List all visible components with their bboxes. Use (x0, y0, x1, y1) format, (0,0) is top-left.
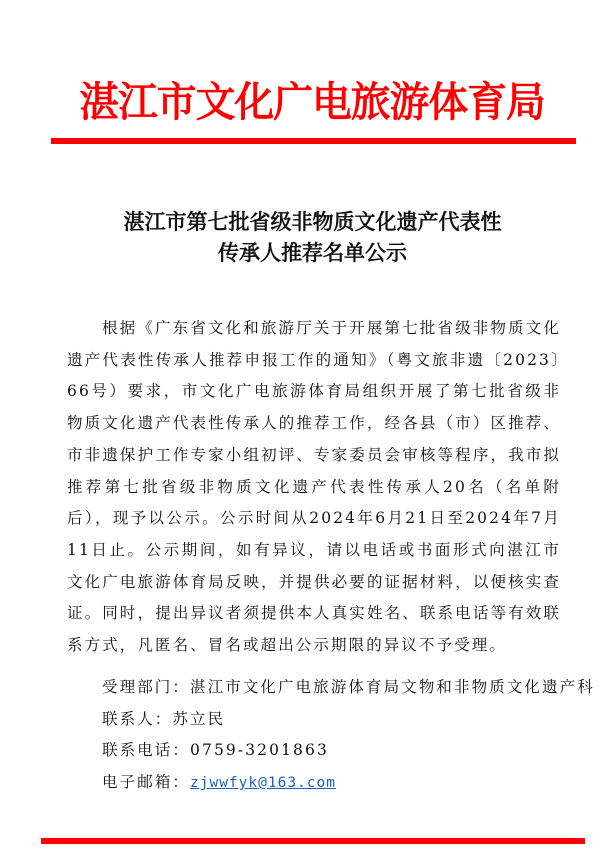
email-link[interactable]: zjwwfyk@163.com (190, 775, 336, 792)
document-title (60, 206, 565, 268)
department-value: 湛江市文化广电旅游体育局文物和非物质文化遗产科 (190, 678, 595, 696)
phone-value: 0759-3201863 (190, 741, 329, 760)
document-title-line-1: 湛江市第七批省级非物质文化遗产代表性 (123, 209, 502, 234)
phone-label: 联系电话： (102, 741, 191, 760)
contact-person-label: 联系人： (102, 709, 173, 728)
notice-body-paragraph: 根据《广东省文化和旅游厅关于开展第七批省级非物质文化遗产代表性传承人推荐申报工作的通知》（粤文旅非遗〔2023〕66号）要求，市文化广电旅游体育局组织开展了第七批省级非物质文化遗产代表性传承人的推荐工作，经各县（市）区推荐、市非遗保护工作专家小组初评、专家委员会审核等程序，我市拟推荐第七批省级非物质文化遗产代表性传承人20名（名单附后），现予以公示。公示时间从2024年6月21日至2024年7月11日止。公示期间，如有异议，请以电话或书面形式向湛江市文化广电旅游体育局反映，并提供必要的证据材料，以便核实查证。同时，提出异议者须提供本人真实姓名、联系电话等有效联系方式，凡匿名、冒名或超出公示期限的异议不予受理。 (67, 319, 561, 655)
department-label: 受理部门： (102, 678, 191, 696)
document-title-line-2: 传承人推荐名单公示 (218, 240, 407, 265)
agency-masthead (66, 76, 558, 128)
agency-name: 湛江市文化广电旅游体育局 (79, 78, 545, 126)
contact-person-line (102, 704, 572, 736)
contact-person-value: 苏立民 (172, 709, 226, 728)
footer-divider-bottom (41, 838, 585, 844)
email-line (102, 767, 572, 800)
masthead-divider-top (51, 138, 576, 144)
department-line (102, 672, 595, 704)
email-label: 电子邮箱： (102, 773, 191, 792)
phone-line (102, 735, 572, 767)
contact-info-block (102, 672, 595, 800)
